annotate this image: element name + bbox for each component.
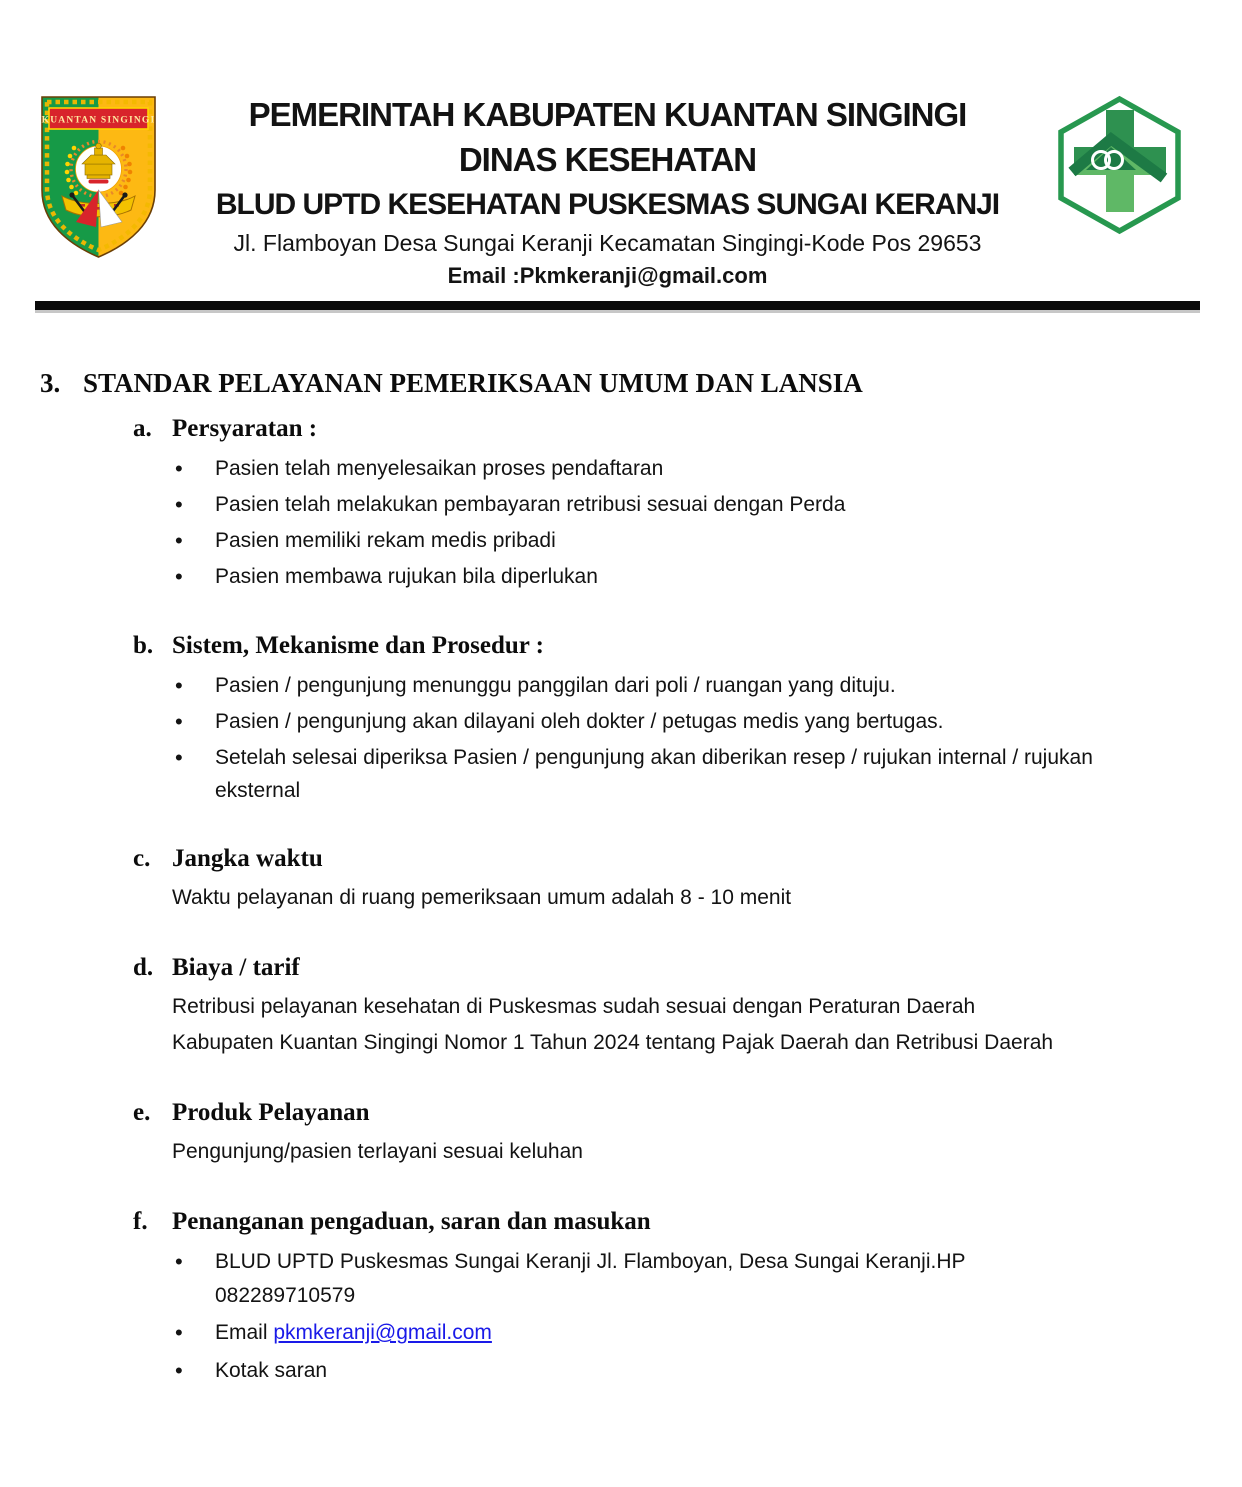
section-biaya-tarif <box>133 951 1202 1061</box>
section-heading: Sistem, Mekanisme dan Prosedur : <box>172 632 544 659</box>
section-letter: a. <box>133 415 152 442</box>
list-item: • Pasien / pengunjung menunggu panggilan dari poli / ruangan yang dituju. <box>175 669 1202 703</box>
bullet-marker <box>175 741 215 807</box>
document-title-row <box>40 366 1202 400</box>
section-heading: Jangka waktu <box>172 845 323 872</box>
section-letter: d. <box>133 954 154 981</box>
bullet-marker <box>175 560 215 594</box>
bullet-marker <box>175 669 215 703</box>
bullet-marker <box>175 1354 215 1389</box>
letterhead <box>0 0 1242 291</box>
bullet-marker <box>175 1245 215 1313</box>
section-letter: b. <box>133 632 154 659</box>
section-text: Retribusi pelayanan kesehatan di Puskesmas sudah sesuai dengan Peraturan Daerah Kabupaten Kuantan Singingi Nomor 1 Tahun 2024 tentang Pajak Daerah dan Retribusi Daerah <box>172 995 1054 1054</box>
letterhead-divider <box>35 301 1200 310</box>
puskesmas-icon <box>1052 94 1187 236</box>
bullet-marker <box>175 524 215 558</box>
section-heading: Biaya / tarif <box>172 954 300 981</box>
section-produk-pelayanan <box>133 1096 1202 1170</box>
office-address: Jl. Flamboyan Desa Sungai Keranji Kecamatan Singingi-Kode Pos 29653 <box>233 230 982 256</box>
bullet-marker <box>175 705 215 739</box>
page-title: STANDAR PELAYANAN PEMERIKSAAN UMUM DAN LANSIA <box>83 368 863 398</box>
section-persyaratan <box>133 412 1202 594</box>
list-item: • Pasien telah menyelesaikan proses pendaftaran <box>175 452 1202 486</box>
bullet-list <box>175 669 1202 807</box>
document-body <box>0 310 1242 1389</box>
section-heading: Persyaratan : <box>172 415 318 442</box>
section-penanganan-pengaduan <box>133 1205 1202 1389</box>
section-letter: c. <box>133 845 151 872</box>
list-item: • Setelah selesai diperiksa Pasien / pengunjung akan diberikan resep / rujukan internal / rujukan eksternal <box>175 741 1202 807</box>
puskesmas-logo <box>1052 94 1187 236</box>
email-link[interactable]: pkmkeranji@gmail.com <box>273 1321 492 1344</box>
list-item: • Pasien membawa rujukan bila diperlukan <box>175 560 1202 594</box>
list-item: • Pasien memiliki rekam medis pribadi <box>175 524 1202 558</box>
bullet-marker <box>175 452 215 486</box>
list-item: • Pasien telah melakukan pembayaran retribusi sesuai dengan Perda <box>175 488 1202 522</box>
section-sistem-mekanisme <box>133 629 1202 807</box>
list-item: • Kotak saran <box>175 1354 1202 1389</box>
email-label: Email <box>215 1321 274 1344</box>
section-text: Pengunjung/pasien terlayani sesuai keluhan <box>172 1140 583 1163</box>
bullet-list <box>175 1245 1202 1389</box>
bullet-marker <box>175 1316 215 1351</box>
list-item: • Pasien / pengunjung akan dilayani oleh dokter / petugas medis yang bertugas. <box>175 705 1202 739</box>
letterhead-text <box>168 92 1047 291</box>
office-email: Email :Pkmkeranji@gmail.com <box>447 263 768 288</box>
section-letter: e. <box>133 1099 151 1126</box>
title-number: 3. <box>40 368 61 398</box>
section-heading: Penanganan pengaduan, saran dan masukan <box>172 1208 651 1235</box>
crest-banner-label: KUANTAN SINGINGI <box>41 115 156 126</box>
office-name: BLUD UPTD KESEHATAN PUSKESMAS SUNGAI KERANJI <box>215 188 1000 221</box>
department-name: DINAS KESEHATAN <box>458 141 757 178</box>
kuantan-singingi-crest-logo <box>35 92 162 264</box>
section-heading: Produk Pelayanan <box>172 1099 370 1126</box>
bullet-marker <box>175 488 215 522</box>
crest-icon <box>35 92 162 264</box>
list-item <box>175 1316 1202 1351</box>
list-item: • BLUD UPTD Puskesmas Sungai Keranji Jl. Flamboyan, Desa Sungai Keranji.HP 082289710579 <box>175 1245 1202 1313</box>
government-name: PEMERINTAH KABUPATEN KUANTAN SINGINGI <box>248 96 967 133</box>
section-jangka-waktu <box>133 842 1202 916</box>
section-letter: f. <box>133 1208 148 1235</box>
section-text: Waktu pelayanan di ruang pemeriksaan umum adalah 8 - 10 menit <box>172 886 792 909</box>
bullet-list <box>175 452 1202 594</box>
